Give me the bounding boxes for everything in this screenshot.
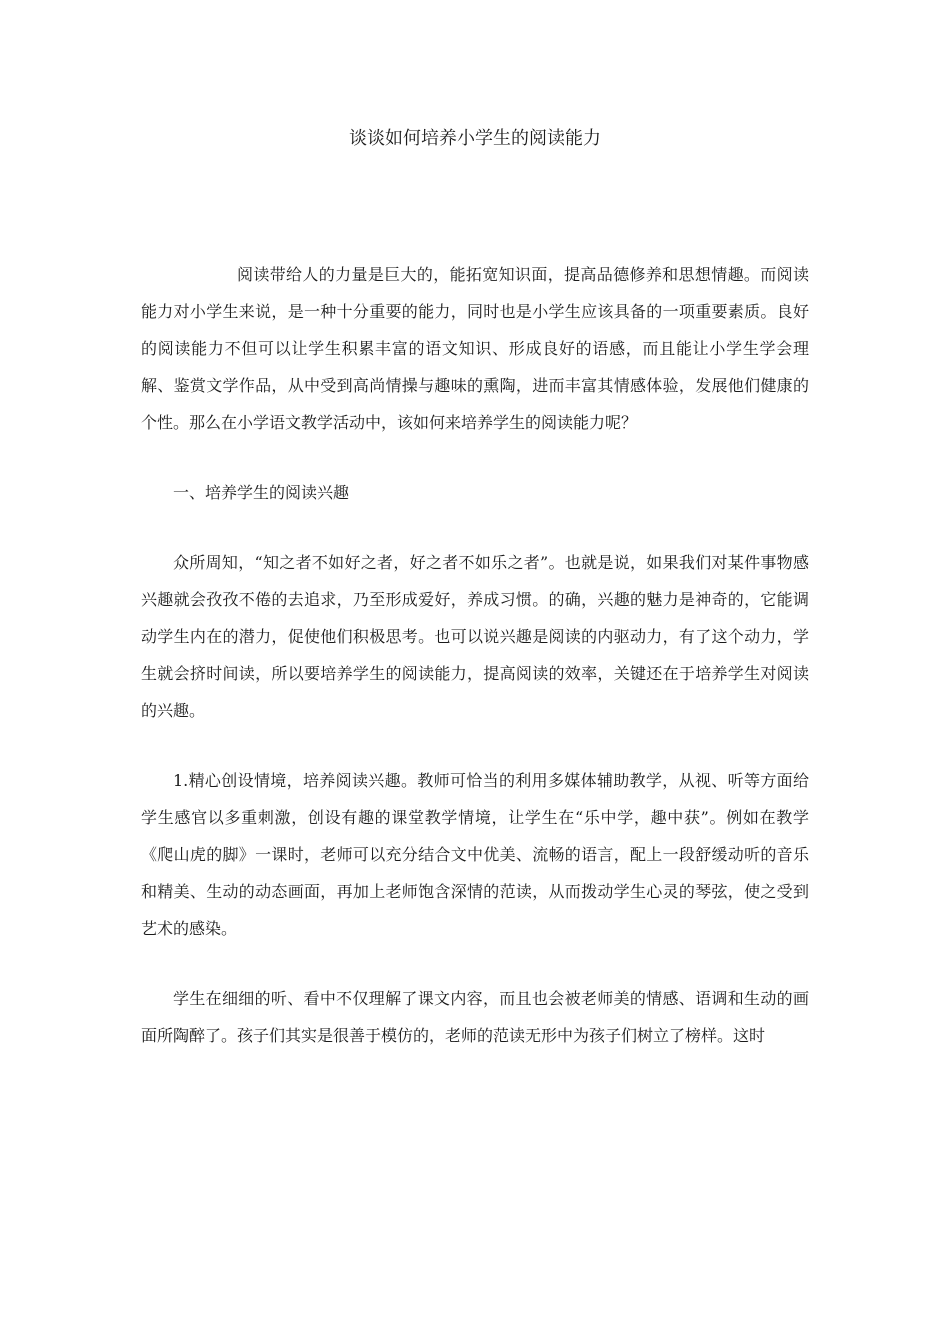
document-title: 谈谈如何培养小学生的阅读能力 [349,128,601,149]
document-body [141,256,809,1054]
paragraph-interest: 众所周知，“知之者不如好之者，好之者不如乐之者”。也就是说，如果我们对某件事物感兴趣就会孜孜不倦的去追求，乃至形成爱好，养成习惯。的确，兴趣的魅力是神奇的，它能调动学生内在的潜力，促使他们积极思考。也可以说兴趣是阅读的内驱动力，有了这个动力，学生就会挤时间读，所以要培养学生的阅读能力，提高阅读的效率，关键还在于培养学生对阅读的兴趣。 [141,553,809,720]
paragraph-intro: 阅读带给人的力量是巨大的，能拓宽知识面，提高品德修养和思想情趣。而阅读能力对小学生来说，是一种十分重要的能力，同时也是小学生应该具备的一项重要素质。良好的阅读能力不但可以让学生积累丰富的语文知识、形成良好的语感，而且能让小学生学会理解、鉴赏文学作品，从中受到高尚情操与趣味的熏陶，进而丰富其情感体验，发展他们健康的个性。那么在小学语文教学活动中，该如何来培养学生的阅读能力呢？ [141,265,809,432]
paragraph-point-1: 1.精心创设情境，培养阅读兴趣。教师可恰当的利用多媒体辅助教学，从视、听等方面给学生感官以多重刺激，创设有趣的课堂教学情境，让学生在“乐中学，趣中获”。例如在教学《爬山虎的脚》一课时，老师可以充分结合文中优美、流畅的语言，配上一段舒缓动听的音乐和精美、生动的动态画面，再加上老师饱含深情的范读，从而拨动学生心灵的琴弦，使之受到艺术的感染。 [141,771,809,938]
section-heading: 一、培养学生的阅读兴趣 [173,483,350,502]
paragraph-continuation: 学生在细细的听、看中不仅理解了课文内容，而且也会被老师美的情感、语调和生动的画面所陶醉了。孩子们其实是很善于模仿的，老师的范读无形中为孩子们树立了榜样。这时 [141,989,809,1045]
